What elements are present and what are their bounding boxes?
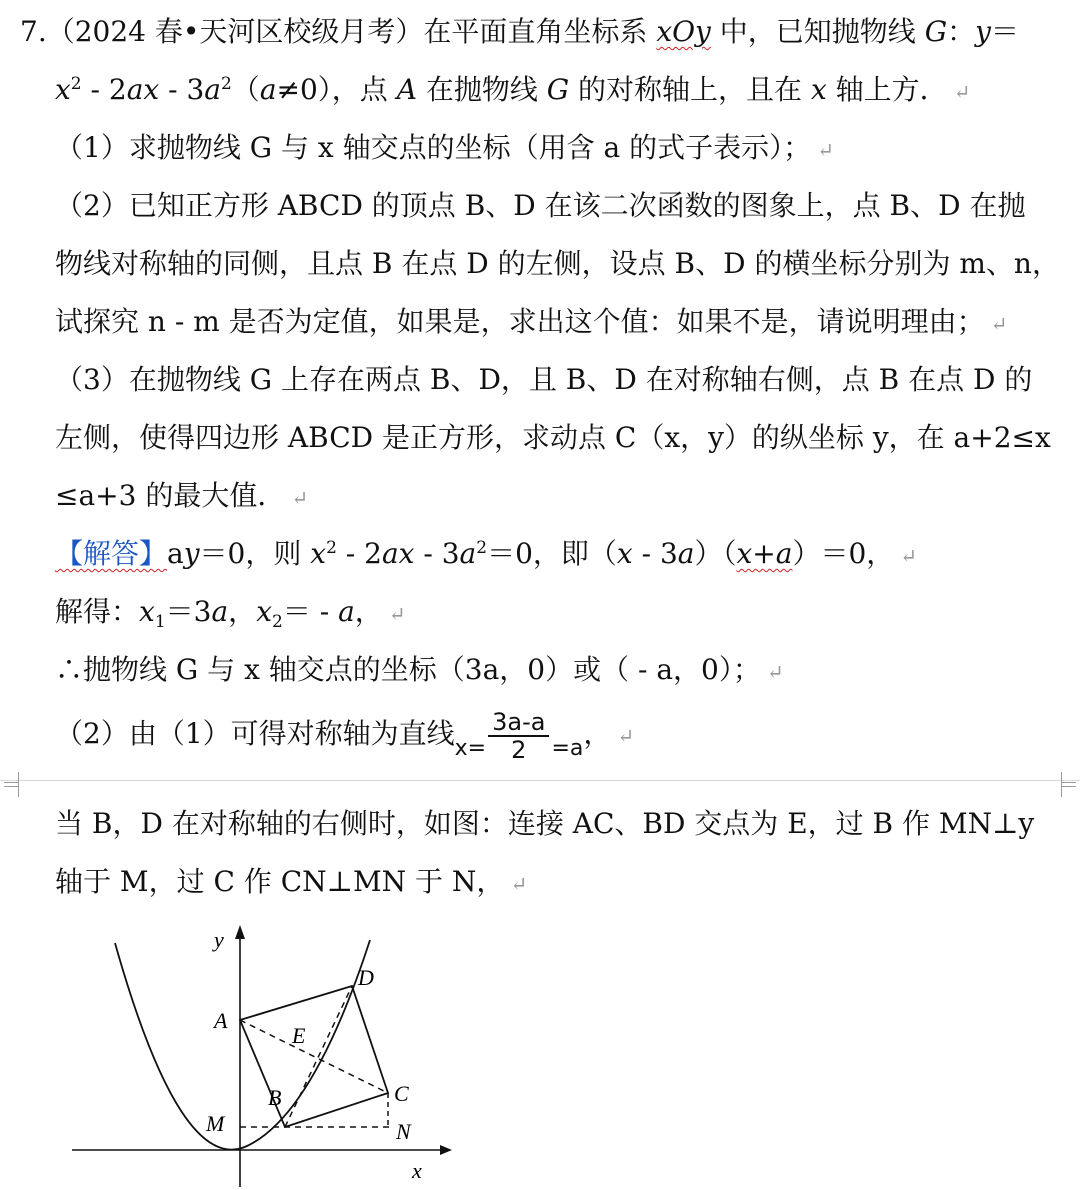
formula-lhs: x= — [454, 736, 487, 761]
solution-var: a — [459, 537, 477, 570]
stem-text: ‑ 3 — [159, 73, 205, 106]
question-2-text: （2）已知正方形 ABCD 的顶点 B、D 在该二次函数的图象上，点 B、D 在抛 — [55, 189, 1026, 222]
stem-text: 在平面直角坐标系 — [423, 15, 657, 48]
exponent: 2 — [476, 538, 488, 558]
solution-var: x — [616, 537, 633, 570]
problem-line-1 — [20, 12, 1019, 52]
fraction-denominator: 2 — [511, 735, 527, 764]
solution-text: a — [167, 537, 184, 570]
subscript: 2 — [271, 612, 283, 632]
solution-line-5 — [55, 804, 1034, 844]
coord-system-name: xOy — [656, 15, 711, 48]
question-2-line-2 — [55, 244, 1060, 284]
stem-var: G — [546, 73, 570, 106]
solution-line-2 — [55, 592, 406, 634]
question-2-text: 物线对称轴的同侧，且点 B 在点 D 的左侧，设点 B、D 的横坐标分别为 m、n， — [55, 247, 1060, 280]
exponent: 2 — [220, 74, 232, 94]
solution-var: y — [183, 537, 200, 570]
solution-var: a — [338, 595, 355, 628]
solution-text: ＝3 — [165, 595, 212, 628]
solution-text: ）（ — [694, 537, 737, 570]
solution-text: ＝ ‑ — [282, 595, 339, 628]
label-e: E — [292, 1023, 306, 1048]
label-a: A — [214, 1008, 228, 1033]
label-y: y — [214, 927, 224, 952]
stem-text: 在抛物线 — [416, 73, 547, 106]
question-1 — [55, 128, 834, 170]
diagonal-ac — [240, 1020, 388, 1093]
fraction-numerator: 3a-a — [488, 709, 549, 737]
solution-var: x — [139, 595, 155, 628]
stem-var: G — [924, 15, 948, 48]
page-break-line — [0, 780, 1080, 781]
question-3-line-1 — [55, 360, 1032, 400]
solution-text: ， — [228, 595, 257, 628]
stem-var: x — [55, 73, 71, 106]
stem-var: ax — [126, 73, 160, 106]
solution-line-3 — [55, 650, 784, 692]
solution-text: ＝0，则 — [199, 537, 311, 570]
paragraph-mark-icon: ↵ — [953, 80, 971, 104]
solution-text: ）＝0， — [792, 537, 895, 570]
solution-var: x+a — [736, 537, 793, 570]
problem-line-2 — [55, 70, 970, 112]
y-axis-arrow-icon — [235, 925, 245, 939]
paragraph-mark-icon: ↵ — [388, 602, 406, 626]
stem-text: ： — [947, 15, 976, 48]
solution-text: ‑ 2 — [336, 537, 382, 570]
solution-text: ‑ 3 — [414, 537, 460, 570]
question-2-text: 试探究 n ‑ m 是否为定值，如果是，求出这个值：如果不是，请说明理由； — [55, 305, 985, 338]
axis-fraction — [488, 709, 549, 763]
question-3-text: ≤a+3 的最大值． — [55, 479, 286, 512]
solution-text: 轴于 M，过 C 作 CN⊥MN 于 N， — [55, 865, 505, 898]
exponent: 2 — [70, 74, 82, 94]
paragraph-mark-icon: ↵ — [990, 312, 1008, 336]
solution-text: ∴抛物线 G 与 x 轴交点的坐标（3a，0）或（ ‑ a，0）； — [55, 653, 761, 686]
label-n: N — [396, 1119, 411, 1144]
paragraph-mark-icon: ↵ — [291, 486, 309, 510]
x-axis-arrow-icon — [440, 1145, 452, 1155]
geometry-figure — [60, 915, 460, 1190]
stem-var: A — [396, 73, 417, 106]
question-3-line-3 — [55, 476, 308, 518]
stem-text: 中，已知抛物线 — [710, 15, 925, 48]
solution-line-4 — [55, 706, 634, 777]
stem-var: a — [204, 73, 221, 106]
question-3-line-2 — [55, 418, 1051, 458]
solution-line-6 — [55, 862, 527, 904]
diagonal-bd — [285, 986, 352, 1127]
exponent: 2 — [326, 538, 337, 558]
solution-text: 当 B，D 在对称轴的右侧时，如图：连接 AC、BD 交点为 E，过 B 作 MN⊥y — [55, 807, 1035, 840]
page-corner-mark — [4, 782, 19, 797]
stem-var: y — [975, 15, 991, 48]
page-corner-mark — [1061, 782, 1076, 797]
solution-text: ‑ 3 — [632, 537, 678, 570]
solution-var: x — [256, 595, 272, 628]
paragraph-mark-icon: ↵ — [900, 544, 918, 568]
question-3-text: 左侧，使得四边形 ABCD 是正方形，求动点 C（x，y）的纵坐标 y，在 a+2≤x — [55, 421, 1051, 454]
solution-var: x — [310, 537, 327, 570]
paragraph-mark-icon: ↵ — [766, 660, 784, 684]
stem-text: 轴上方． — [826, 73, 948, 106]
paragraph-mark-icon: ↵ — [510, 872, 528, 896]
subscript: 1 — [154, 612, 166, 632]
solution-var: ax — [381, 537, 415, 570]
stem-text: ≠0），点 — [276, 73, 397, 106]
formula-rhs: =a — [551, 736, 584, 761]
stem-var: x — [810, 73, 827, 106]
solution-text: （2）由（1）可得对称轴为直线 — [55, 717, 455, 750]
stem-text: ＝ — [990, 15, 1019, 48]
label-c: C — [394, 1081, 409, 1106]
stem-text: ‑ 2 — [81, 73, 127, 106]
solution-text: ＝0，即（ — [487, 537, 617, 570]
solution-var: a — [677, 537, 695, 570]
stem-text: （ — [231, 73, 260, 106]
parabola-curve — [115, 940, 370, 1150]
label-x: x — [412, 1158, 422, 1183]
label-d: D — [358, 965, 374, 990]
problem-source: （2024 春•天河区校级月考） — [46, 15, 424, 48]
question-3-text: （3）在抛物线 G 上存在两点 B、D，且 B、D 在对称轴右侧，点 B 在点 D 的 — [55, 363, 1033, 396]
paragraph-mark-icon: ↵ — [817, 138, 834, 162]
stem-text: 的对称轴上，且在 — [569, 73, 811, 106]
label-b: B — [268, 1085, 282, 1110]
solution-var: a — [211, 595, 229, 628]
question-2-line-1 — [55, 186, 1025, 226]
solution-line-1 — [55, 534, 917, 576]
label-m: M — [206, 1111, 225, 1136]
paragraph-mark-icon: ↵ — [617, 724, 635, 748]
solution-text: 解得： — [55, 595, 140, 628]
solution-text: ， — [354, 595, 383, 628]
problem-number: 7. — [20, 15, 47, 48]
question-1-text: （1）求抛物线 G 与 x 轴交点的坐标（用含 a 的式子表示）； — [55, 131, 812, 164]
stem-var: a — [259, 73, 277, 106]
solution-text: ， — [583, 717, 612, 750]
question-2-line-3 — [55, 302, 1007, 344]
solution-tag: 【解答】 — [55, 537, 168, 570]
